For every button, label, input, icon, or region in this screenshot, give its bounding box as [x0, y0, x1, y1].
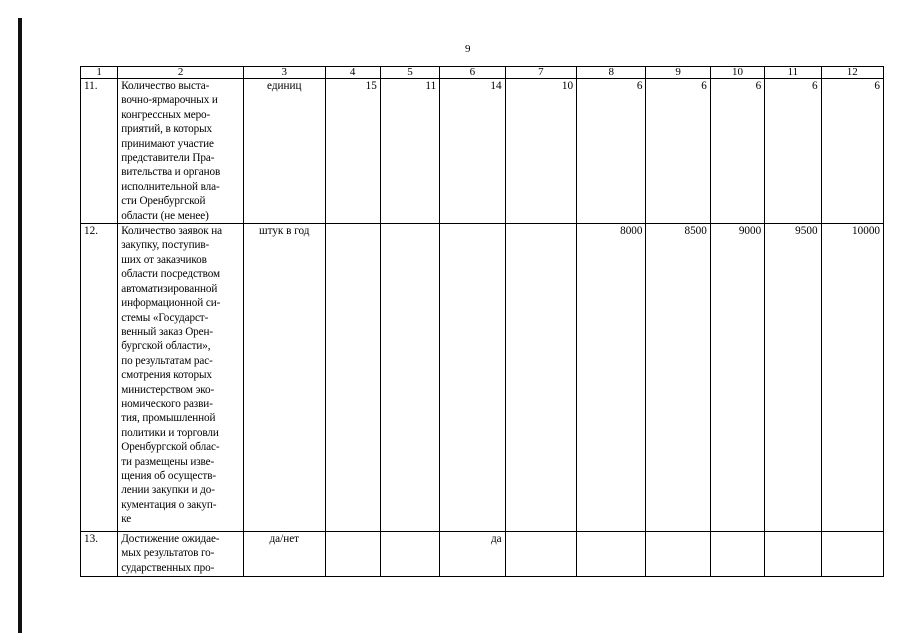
column-header: 2 — [118, 67, 244, 79]
value-cell: 10000 — [821, 224, 883, 532]
value-cell — [710, 532, 764, 577]
value-cell: 6 — [821, 79, 883, 224]
value-cell: 8000 — [577, 224, 646, 532]
value-cell: 10 — [505, 79, 576, 224]
value-cell: 15 — [325, 79, 380, 224]
value-cell: 6 — [710, 79, 764, 224]
value-cell: 9500 — [765, 224, 821, 532]
column-number-row — [81, 67, 884, 79]
value-cell: 14 — [440, 79, 505, 224]
unit-cell: штук в год — [244, 224, 326, 532]
value-cell — [646, 532, 710, 577]
value-cell: 6 — [765, 79, 821, 224]
row-number: 13. — [81, 532, 118, 577]
value-cell — [577, 532, 646, 577]
column-header: 10 — [710, 67, 764, 79]
column-header: 6 — [440, 67, 505, 79]
row-number: 12. — [81, 224, 118, 532]
value-cell — [325, 532, 380, 577]
column-header: 1 — [81, 67, 118, 79]
value-cell: 11 — [380, 79, 439, 224]
value-cell — [505, 532, 576, 577]
value-cell — [765, 532, 821, 577]
value-cell: 6 — [577, 79, 646, 224]
page-number: 9 — [465, 43, 471, 55]
table-row — [81, 532, 884, 577]
unit-cell: да/нет — [244, 532, 326, 577]
column-header: 7 — [505, 67, 576, 79]
value-cell — [380, 532, 439, 577]
value-cell — [821, 532, 883, 577]
row-number: 11. — [81, 79, 118, 224]
value-cell — [380, 224, 439, 532]
indicator-name: Количество заявок на закупку, поступив- ших от заказчиков области посредством автоматизированной информационной си- стемы «Государст- венный заказ Орен- бургской области», по результатам рас- смотрения которых министерством эко- номического разви- тия, промышленной политики и торговли Оренбургской облас- ти размещены изве- щения об осуществ- лении закупки и до- кументация о закуп- ке — [118, 224, 244, 532]
value-cell: да — [440, 532, 505, 577]
value-cell — [440, 224, 505, 532]
value-cell: 6 — [646, 79, 710, 224]
column-header: 9 — [646, 67, 710, 79]
unit-cell: единиц — [244, 79, 326, 224]
value-cell — [325, 224, 380, 532]
indicator-name: Достижение ожидае- мых результатов го- сударственных про- — [118, 532, 244, 577]
table-row — [81, 224, 884, 532]
value-cell: 9000 — [710, 224, 764, 532]
left-margin-bar — [18, 18, 22, 633]
column-header: 3 — [244, 67, 326, 79]
value-cell: 8500 — [646, 224, 710, 532]
indicators-table — [80, 66, 884, 577]
column-header: 12 — [821, 67, 883, 79]
column-header: 11 — [765, 67, 821, 79]
table-row — [81, 79, 884, 224]
column-header: 4 — [325, 67, 380, 79]
indicator-name: Количество выста- вочно-ярмарочных и конгрессных меро- приятий, в которых принимают участие представители Пра- вительства и органов исполнительной вла- сти Оренбургской области (не менее) — [118, 79, 244, 224]
value-cell — [505, 224, 576, 532]
column-header: 8 — [577, 67, 646, 79]
column-header: 5 — [380, 67, 439, 79]
